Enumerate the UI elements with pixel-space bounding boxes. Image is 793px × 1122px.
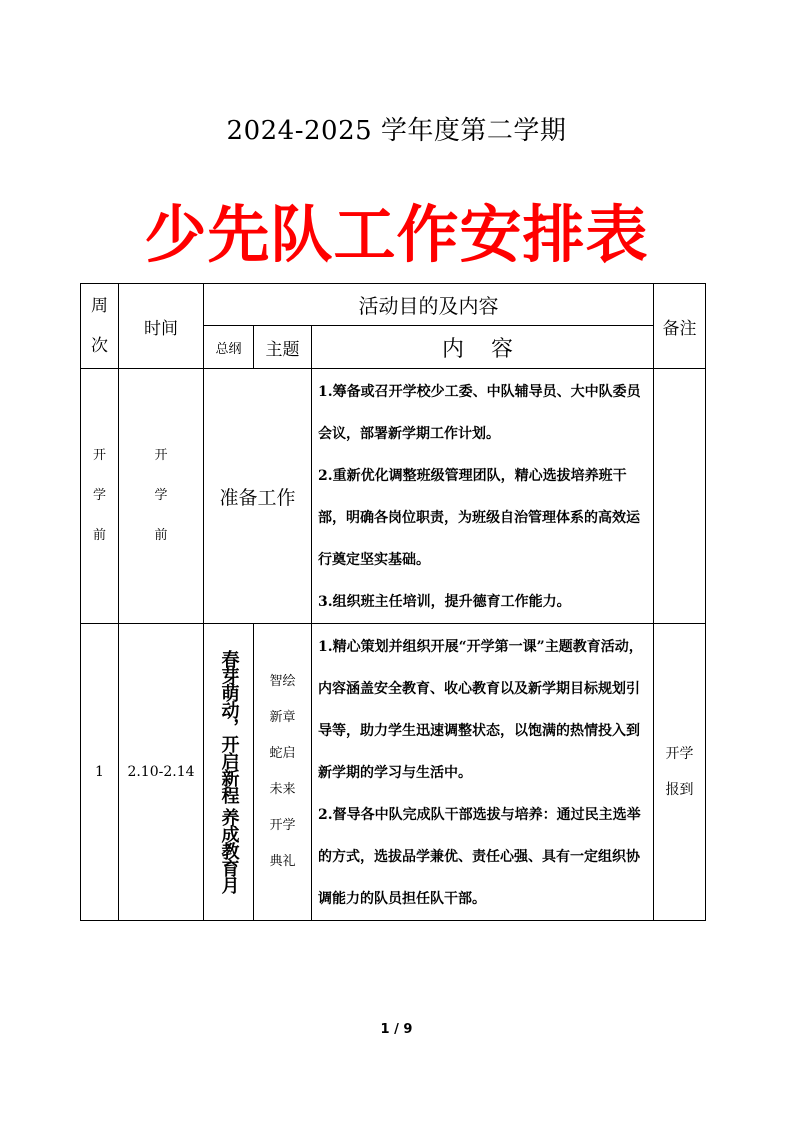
remarks-cell — [654, 369, 706, 624]
header-theme: 主题 — [254, 326, 312, 369]
header-week: 周 次 — [81, 284, 119, 369]
header-time: 时间 — [119, 284, 204, 369]
remarks-cell: 开学 报到 — [654, 624, 706, 921]
document-title: 少先队工作安排表 — [144, 198, 649, 271]
table-row — [81, 624, 706, 921]
outline-theme-cell: 准备工作 — [204, 369, 312, 624]
week-cell: 开 学 前 — [81, 369, 119, 624]
work-schedule-table — [80, 283, 706, 921]
theme-cell: 智绘 新章 蛇启 未来 开学 典礼 — [254, 624, 312, 921]
header-remarks: 备注 — [654, 284, 706, 369]
table-row — [81, 369, 706, 624]
content-cell: 1.筹备或召开学校少工委、中队辅导员、大中队委员会议，部署新学期工作计划。 2.重新优化调整班级管理团队，精心选拔培养班干部，明确各岗位职责，为班级自治管理体系的高效运行奠定坚实基础。 3.组织班主任培训，提升德育工作能力。 — [312, 369, 654, 624]
semester-subtitle: 2024-2025 学年度第二学期 — [226, 116, 567, 146]
time-cell: 2.10-2.14 — [119, 624, 204, 921]
week-cell: 1 — [81, 624, 119, 921]
header-content: 内 容 — [312, 326, 654, 369]
time-cell: 开 学 前 — [119, 369, 204, 624]
header-activity-group: 活动目的及内容 — [204, 284, 654, 326]
content-cell: 1.精心策划并组织开展“开学第一课”主题教育活动，内容涵盖安全教育、收心教育以及新学期目标规划引导等，助力学生迅速调整状态，以饱满的热情投入到新学期的学习与生活中。 2.督导各中队完成队干部选拔与培养：通过民主选举的方式，选拔品学兼优、责任心强、具有一定组织协调能力的队员担任队干部。 — [312, 624, 654, 921]
header-outline: 总纲 — [204, 326, 254, 369]
page-indicator: 1 / 9 — [380, 1022, 413, 1037]
outline-cell: 春芽萌动，开启新程 养成教育月 — [204, 624, 254, 921]
